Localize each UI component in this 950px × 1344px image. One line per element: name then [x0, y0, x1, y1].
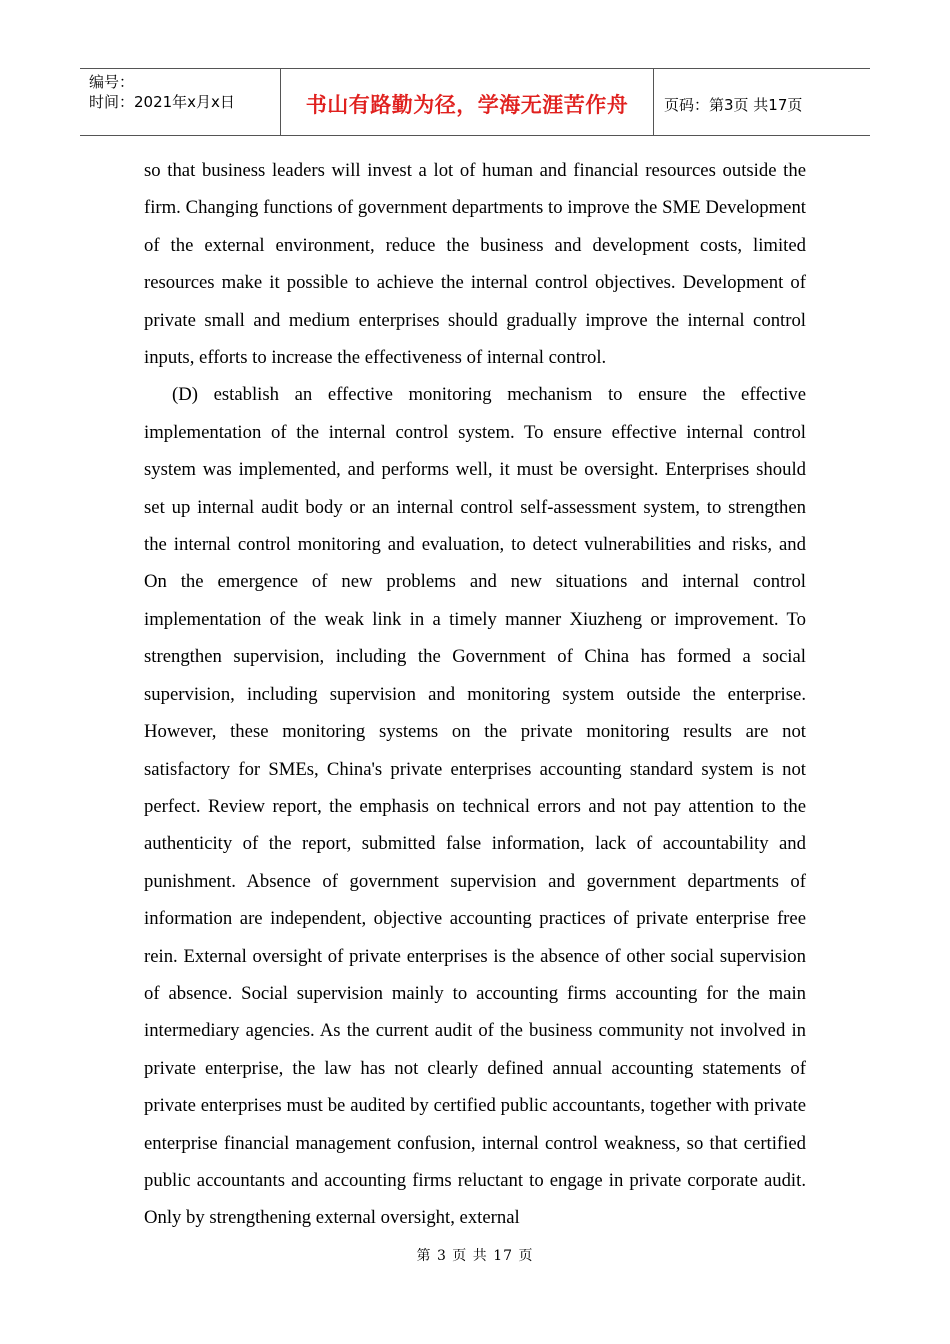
header-motto: 书山有路勤为径，学海无涯苦作舟 [305, 93, 629, 117]
date-label: 时间：2021年x月x日 [89, 93, 235, 111]
header-page-info [654, 69, 870, 135]
header-meta [80, 69, 281, 135]
paragraph: (D) establish an effective monitoring mechanism to ensure the effective implementation of the internal control system. To ensure effective internal control system was implemented, and performs well, it must be oversight. Enterprises should set up internal audit body or an internal control self-assessment system, to strengthen the internal control monitoring and evaluation, to detect vulnerabilities and risks, and On the emergence of new problems and new situations and internal control implementation of the weak link in a timely manner Xiuzheng or improvement. To strengthen supervision, including the Government of China has formed a social supervision, including supervision and monitoring system outside the enterprise. However, these monitoring systems on the private monitoring results are not satisfactory for SMEs, China's private enterprises accounting standard system is not perfect. Review report, the emphasis on technical errors and not pay attention to the authenticity of the report, submitted false information, lack of accountability and punishment. Absence of government supervision and government departments of information are independent, objective accounting practices of private enterprise free rein. External oversight of private enterprises is the absence of other social supervision of absence. Social supervision mainly to accounting firms accounting for the main intermediary agencies. As the current audit of the business community not involved in private enterprise, the law has not clearly defined annual accounting statements of private enterprises must be audited by certified public accountants, together with private enterprise financial management confusion, internal control weakness, so that certified public accountants and accounting firms reluctant to engage in private corporate audit. Only by strengthening external oversight, external [144, 384, 806, 1229]
page-footer: 第 3 页 共 17 页 [416, 1248, 534, 1264]
number-label: 编号： [89, 73, 135, 91]
document-body [144, 152, 806, 1237]
page-info-text: 页码：第3页 共17页 [664, 95, 803, 114]
header-motto-cell [281, 69, 654, 135]
page-header [80, 68, 870, 136]
paragraph: so that business leaders will invest a lot of human and financial resources outside the firm. Changing functions of government departments to improve the SME Development of the external environment, reduce the business and development costs, limited resources make it possible to achieve the internal control objectives. Development of private small and medium enterprises should gradually improve the internal control inputs, efforts to increase the effectiveness of internal control. [144, 160, 806, 369]
